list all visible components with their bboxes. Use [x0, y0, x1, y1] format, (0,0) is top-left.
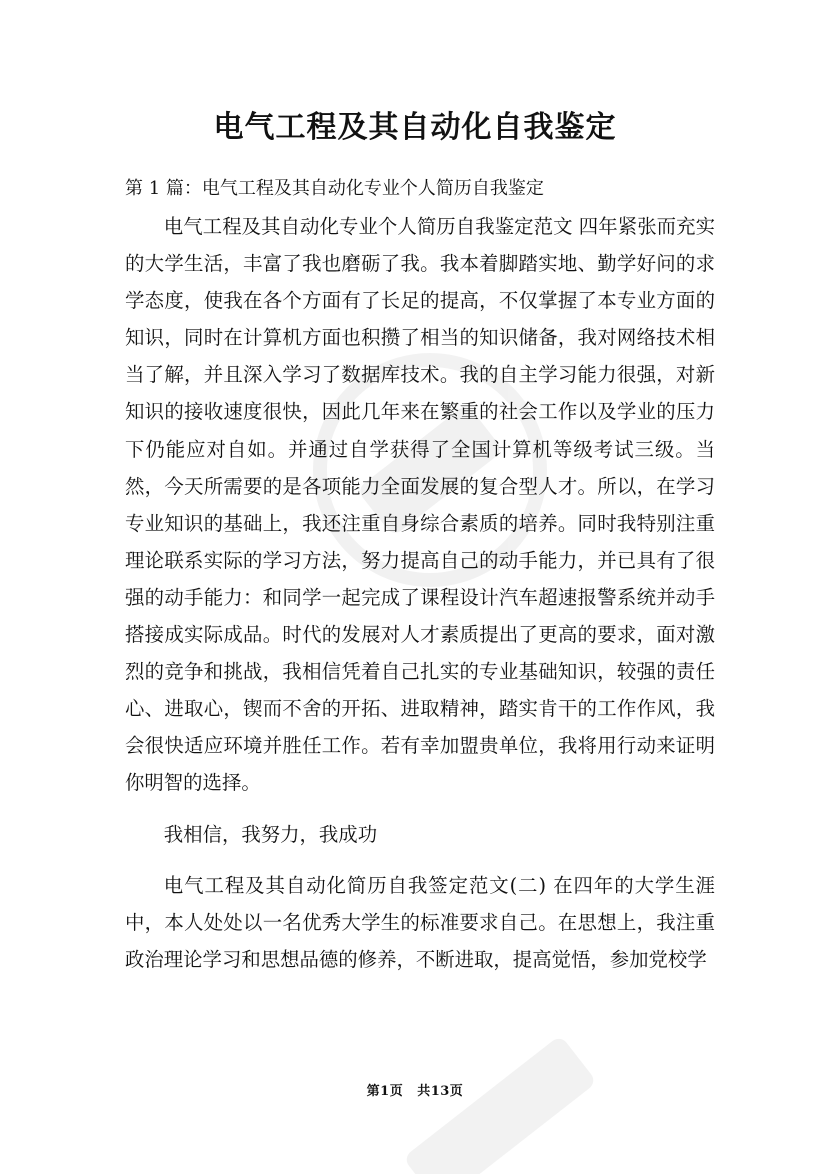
- paragraph: 电气工程及其自动化简历自我签定范文(二) 在四年的大学生涯中，本人处处以一名优秀大学生的标准要求自己。在思想上，我注重政治理论学习和思想品德的修养，不断进取，提高觉悟，参加党校学: [125, 873, 715, 971]
- paragraph: 我相信，我努力，我成功: [163, 822, 378, 846]
- page-number: 第1页: [366, 1084, 404, 1099]
- paragraph: 电气工程及其自动化专业个人简历自我鉴定范文 四年紧张而充实的大学生活，丰富了我也磨砺了我。我本着脚踏实地、勤学好问的求学态度，使我在各个方面有了长足的提高，不仅掌握了本专业方面的知识，同时在计算机方面也积攒了相当的知识储备，我对网络技术相当了解，并且深入学习了数据库技术。我的自主学习能力很强，对新知识的接收速度很快，因此几年来在繁重的社会工作以及学业的压力下仍能应对自如。并通过自学获得了全国计算机等级考试三级。当然，今天所需要的是各项能力全面发展的复合型人才。所以，在学习专业知识的基础上，我还注重自身综合素质的培养。同时我特别注重理论联系实际的学习方法，努力提高自己的动手能力，并已具有了很强的动手能力：和同学一起完成了课程设计汽车超速报警系统并动手搭接成实际成品。时代的发展对人才素质提出了更高的要求，面对激烈的竞争和挑战，我相信凭着自己扎实的专业基础知识，较强的责任心、进取心，锲而不舍的开拓、进取精神，踏实肯干的工作作风，我会很快适应环境并胜任工作。若有幸加盟贵单位，我将用行动来证明你明智的选择。: [125, 215, 715, 795]
- document-body: [125, 208, 715, 992]
- document-title: 电气工程及其自动化自我鉴定: [213, 110, 617, 145]
- page-total: 共13页: [417, 1084, 464, 1099]
- section-heading: 第 1 篇：电气工程及其自动化专业个人简历自我鉴定: [125, 178, 544, 199]
- page-footer: [0, 1080, 830, 1099]
